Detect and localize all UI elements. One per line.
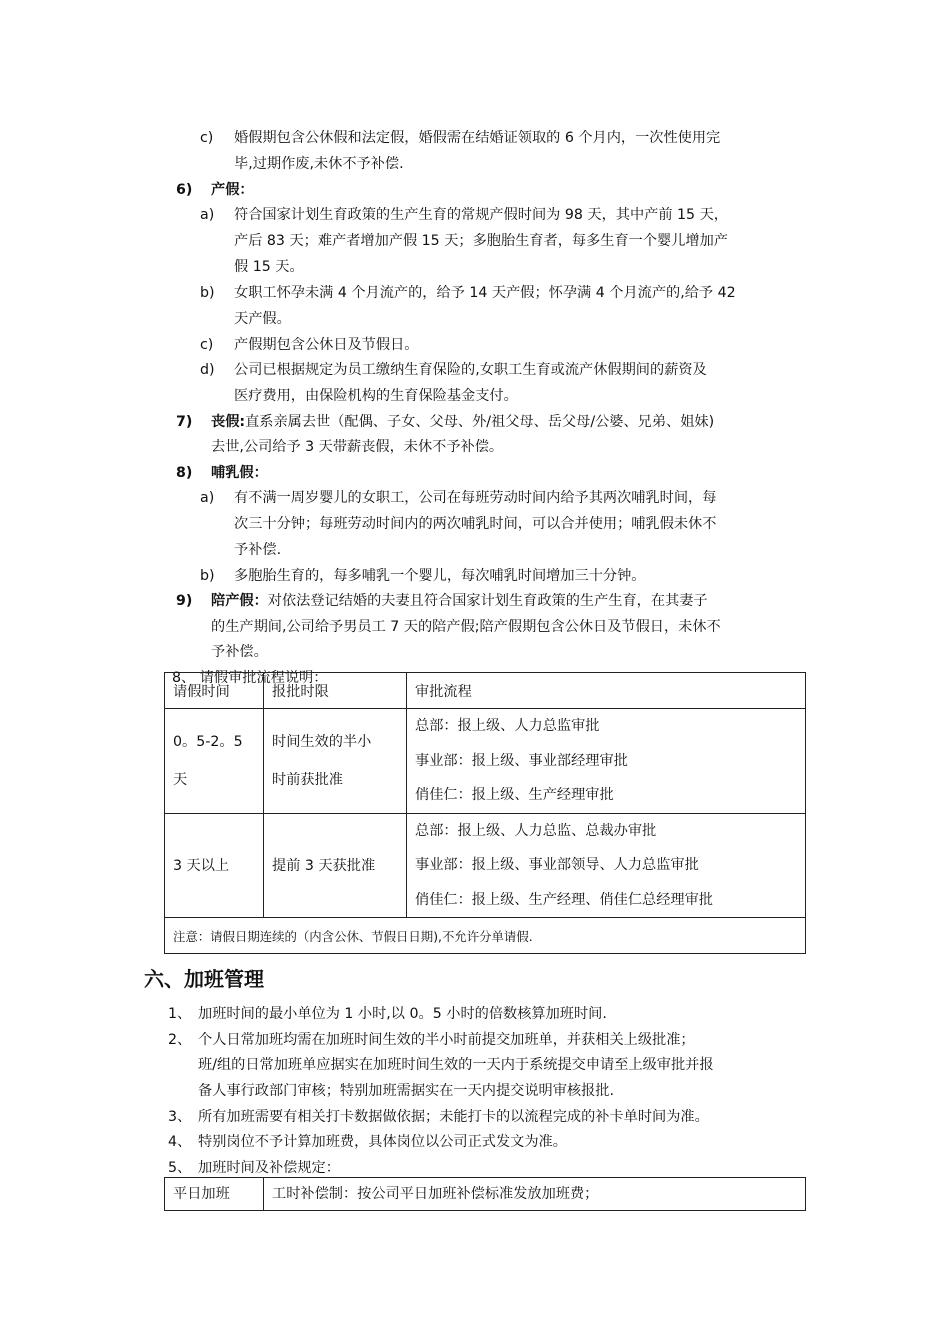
- paragraph-line: 有不满一周岁婴儿的女职工，公司在每班劳动时间内给予其两次哺乳时间，每: [234, 490, 717, 506]
- paragraph-line: 特别岗位不予计算加班费，具体岗位以公司正式发文为准。: [198, 1134, 567, 1150]
- section-title: 产假：: [211, 182, 254, 198]
- table-caption: 8、 请假审批流程说明：: [172, 670, 328, 686]
- table-row: [165, 709, 806, 814]
- paragraph-line: 假 15 天。: [234, 259, 304, 275]
- paragraph-line: 多胞胎生育的，每多哺乳一个婴儿，每次哺乳时间增加三十分钟。: [234, 568, 646, 584]
- flow-cell: [407, 709, 806, 814]
- cell-line: 俏佳仁：报上级、生产经理审批: [415, 787, 614, 803]
- flow-cell: [407, 813, 806, 918]
- item-number: 2、: [168, 1032, 192, 1048]
- paragraph-line: 符合国家计划生育政策的生产生育的常规产假时间为 98 天，其中产前 15 天，: [234, 207, 728, 223]
- paragraph-line: 个人日常加班均需在加班时间生效的半小时前提交加班单，并获相关上级批准；: [198, 1032, 695, 1048]
- cell-line: 时前获批准: [272, 771, 343, 788]
- paragraph-line: 产后 83 天；难产者增加产假 15 天；多胞胎生育者，每多生育一个婴儿增加产: [234, 233, 728, 249]
- table-header-row: [165, 673, 806, 709]
- section-number: 9): [176, 593, 193, 609]
- item-marker: b): [200, 285, 215, 301]
- section-number: 7): [176, 414, 193, 430]
- paragraph-line: 予补偿.: [234, 542, 282, 558]
- overtime-table: [164, 1177, 806, 1211]
- cell-line: 总部：报上级、人力总监、总裁办审批: [415, 822, 657, 839]
- item-marker: c): [200, 337, 214, 353]
- paragraph-line: 予补偿。: [211, 644, 268, 660]
- item-marker: a): [200, 490, 215, 506]
- paragraph-line: 产假期包含公休日及节假日。: [234, 337, 419, 353]
- cell-line: 0。5-2。5: [173, 733, 243, 750]
- paragraph-line: [211, 591, 708, 611]
- paragraph-line: 次三十分钟；每班劳动时间内的两次哺乳时间，可以合并使用；哺乳假未休不: [234, 516, 717, 532]
- section-title: 陪产假：: [211, 593, 268, 609]
- paragraph-line: 所有加班需要有相关打卡数据做依据；未能打卡的以流程完成的补卡单时间为准。: [198, 1109, 709, 1125]
- paragraph-line: [211, 412, 714, 432]
- overtime-type-cell: 平日加班: [165, 1178, 264, 1211]
- paragraph-line: 女职工怀孕未满 4 个月流产的，给予 14 天产假；怀孕满 4 个月流产的,给予 42: [234, 285, 736, 301]
- section-number: 6): [176, 182, 193, 198]
- paragraph-line: 班/组的日常加班单应据实在加班时间生效的一天内于系统提交申请至上级审批并报: [198, 1057, 714, 1073]
- item-marker: a): [200, 207, 215, 223]
- item-number: 5、: [168, 1160, 192, 1176]
- section-number: 8): [176, 465, 193, 481]
- overtime-rule-cell: 工时补偿制：按公司平日加班补偿标准发放加班费；: [264, 1178, 806, 1211]
- cell-line: 天: [173, 771, 188, 788]
- duration-cell: [165, 709, 264, 814]
- item-number: 3、: [168, 1109, 192, 1125]
- table-header-cell: 报批时限: [264, 673, 407, 709]
- item-marker: b): [200, 568, 215, 584]
- section-heading: 六、加班管理: [144, 967, 264, 991]
- table-note: 注意：请假日期连续的（内含公休、节假日日期),不允许分单请假.: [165, 918, 806, 954]
- table-note-row: [165, 918, 806, 954]
- paragraph-text: 对依法登记结婚的夫妻且符合国家计划生育政策的生产生育，在其妻子: [267, 593, 708, 609]
- table-header-cell: 审批流程: [407, 673, 806, 709]
- section-title: 哺乳假：: [211, 465, 268, 481]
- paragraph-line: 婚假期包含公休假和法定假，婚假需在结婚证领取的 6 个月内，一次性使用完: [234, 130, 721, 146]
- paragraph-line: 公司已根据规定为员工缴纳生育保险的,女职工生育或流产休假期间的薪资及: [234, 362, 707, 378]
- cell-line: 总部：报上级、人力总监审批: [415, 718, 600, 734]
- cell-line: 事业部：报上级、事业部领导、人力总监审批: [415, 857, 699, 873]
- paragraph-text: 直系亲属去世（配偶、子女、父母、外/祖父母、岳父母/公婆、兄弟、姐妹): [245, 414, 715, 430]
- item-marker: c): [200, 130, 214, 146]
- table-row: [165, 813, 806, 918]
- duration-cell: 3 天以上: [165, 813, 264, 918]
- paragraph-line: 去世,公司给予 3 天带薪丧假，未休不予补偿。: [211, 439, 504, 455]
- paragraph-line: 加班时间及补偿规定：: [198, 1160, 340, 1176]
- paragraph-line: 备人事行政部门审核；特别加班需据实在一天内提交说明审核报批.: [198, 1083, 614, 1099]
- paragraph-line: 毕,过期作废,未休不予补偿.: [234, 156, 404, 172]
- limit-cell: [264, 709, 407, 814]
- item-number: 1、: [168, 1006, 192, 1022]
- paragraph-line: 医疗费用，由保险机构的生育保险基金支付。: [234, 388, 518, 404]
- approval-table: [164, 672, 806, 954]
- paragraph-line: 的生产期间,公司给予男员工 7 天的陪产假;陪产假期包含公休日及节假日，未休不: [211, 619, 721, 635]
- paragraph-line: 天产假。: [234, 311, 291, 327]
- item-number: 4、: [168, 1134, 192, 1150]
- paragraph-line: 加班时间的最小单位为 1 小时,以 0。5 小时的倍数核算加班时间.: [198, 1006, 607, 1022]
- item-marker: d): [200, 362, 215, 378]
- cell-line: 事业部：报上级、事业部经理审批: [415, 752, 628, 769]
- cell-line: 俏佳仁：报上级、生产经理、俏佳仁总经理审批: [415, 891, 713, 908]
- section-title: 丧假:: [211, 414, 246, 430]
- limit-cell: 提前 3 天获批准: [264, 813, 407, 918]
- cell-line: 时间生效的半小: [272, 733, 372, 750]
- table-header-cell: 请假时间: [165, 673, 264, 709]
- table-row: [165, 1178, 806, 1211]
